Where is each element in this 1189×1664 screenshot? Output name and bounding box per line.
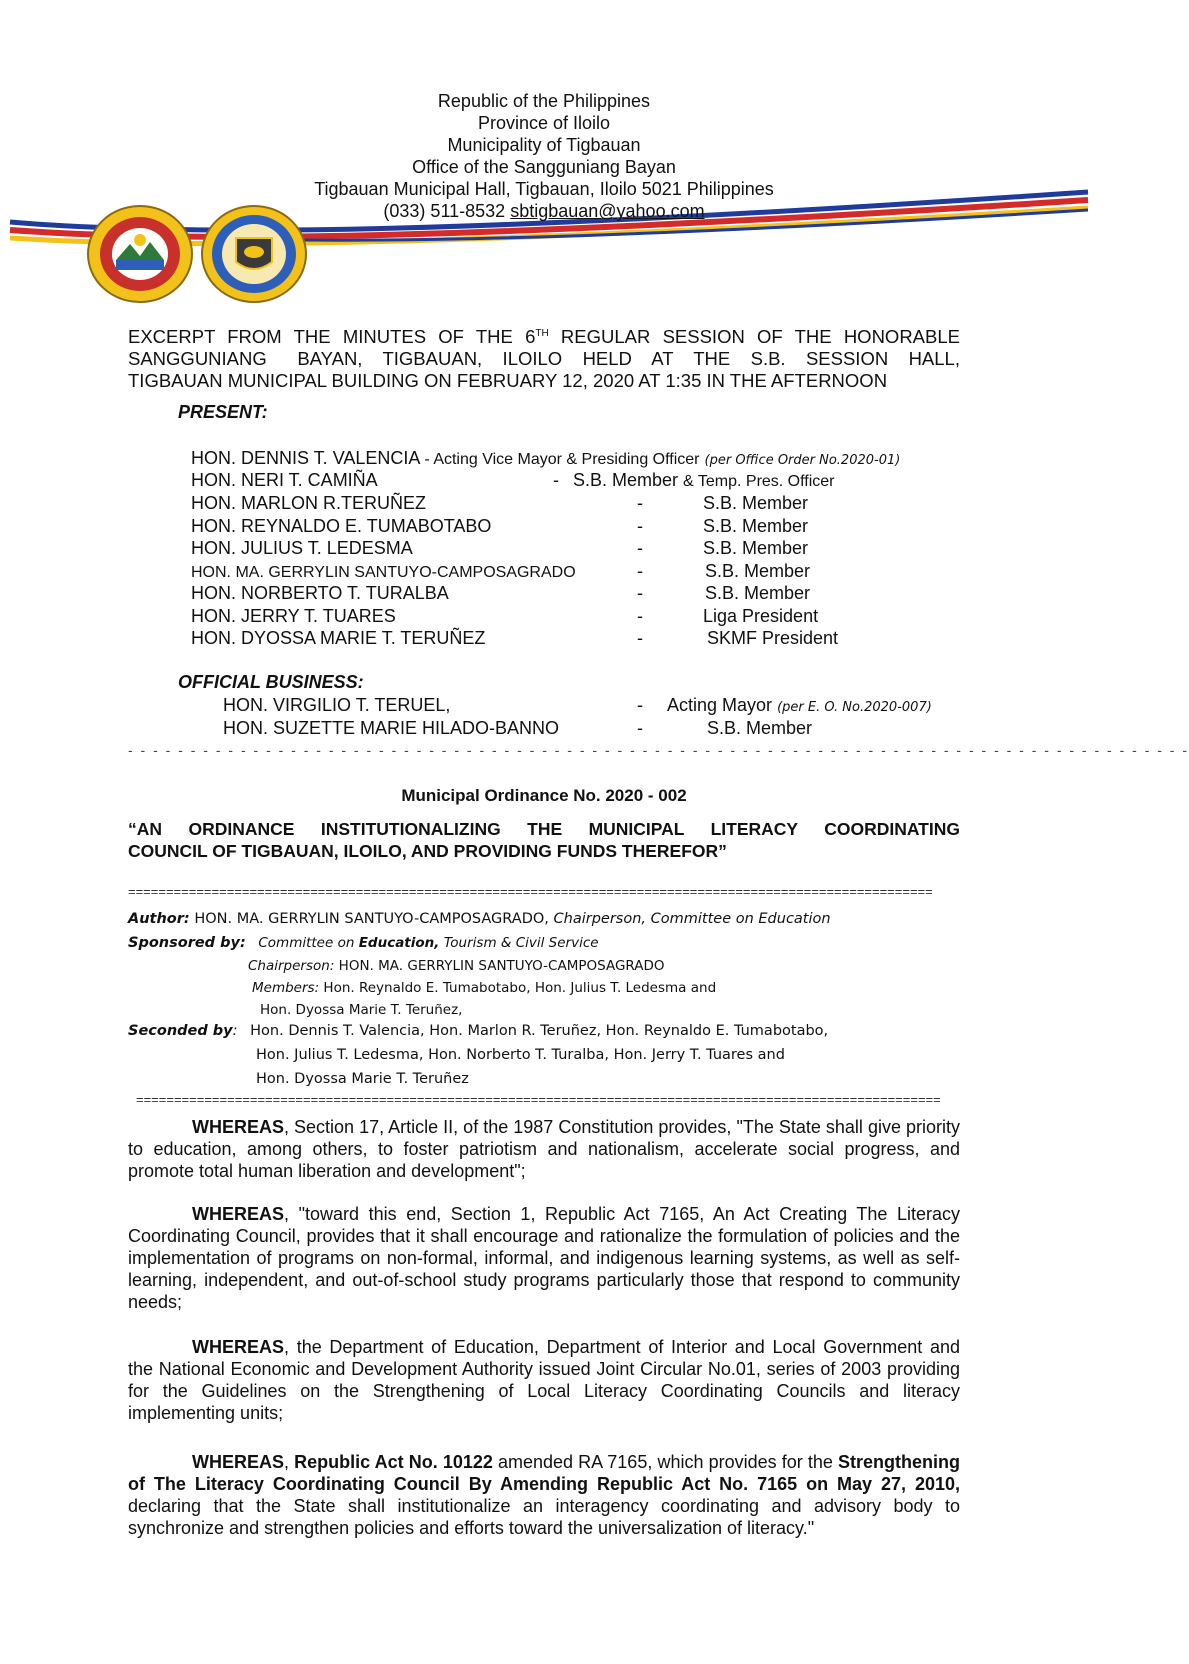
sangguniang-bayan-seal <box>200 204 308 304</box>
double-divider-top: ========================================================================================================== <box>128 884 933 899</box>
header-address: Tigbauan Municipal Hall, Tigbauan, Iloilo 5021 Philippines <box>314 179 774 199</box>
whereas-paragraph-2 <box>128 1203 960 1313</box>
member-name: HON. MARLON R.TERUÑEZ <box>191 493 427 513</box>
chair-name: HON. MA. GERRYLIN SANTUYO-CAMPOSAGRADO <box>334 958 665 974</box>
member-role: S.B. Member <box>707 718 813 738</box>
member-role: S.B. Member <box>703 516 809 536</box>
header-phone: (033) 511-8532 <box>383 201 506 221</box>
member-role: SKMF President <box>707 628 839 648</box>
member-name: HON. REYNALDO E. TUMABOTABO <box>191 516 492 536</box>
member-note: & Temp. Pres. Officer <box>683 473 835 490</box>
whereas-text: , "toward this end, Section 1, Republic Act 7165, An Act Creating The Literacy Coordinating Council, provides that it shall encourage and rationalize the formulation of policies and the implementation of programs on non-formal, informal, and indigenous learning systems, as well as self-learning, independent, and out-of-school study programs particularly those that respond to community needs; <box>128 1204 960 1312</box>
present-member-6 <box>191 560 871 584</box>
present-member-7 <box>191 582 871 604</box>
present-member-4 <box>191 515 871 537</box>
excerpt-line-3: TIGBAUAN MUNICIPAL BUILDING ON FEBRUARY 12, 2020 AT 1:35 IN THE AFTERNOON <box>128 370 888 391</box>
header-republic: Republic of the Philippines <box>437 91 651 111</box>
excerpt-ordinal-suffix: TH <box>535 327 549 339</box>
whereas-act-number: Republic Act No. 10122 <box>294 1452 493 1472</box>
header-municipality: Municipality of Tigbauan <box>447 135 641 155</box>
header-email-link[interactable]: sbtigbauan@yahoo.com <box>510 201 705 221</box>
present-label: PRESENT: <box>178 402 268 422</box>
header-office: Office of the Sangguniang Bayan <box>412 157 676 177</box>
whereas-paragraph-1 <box>128 1116 960 1182</box>
members-names: Hon. Reynaldo E. Tumabotabo, Hon. Julius T. Ledesma and <box>319 980 717 996</box>
present-member-8 <box>191 605 871 627</box>
member-note: (per E. O. No.2020-007) <box>777 700 932 715</box>
seconded-line-2: Hon. Julius T. Ledesma, Hon. Norberto T. Turalba, Hon. Jerry T. Tuares and <box>256 1047 785 1063</box>
sponsored-label: Sponsored by: <box>128 935 246 951</box>
member-name: HON. MA. GERRYLIN SANTUYO-CAMPOSAGRADO <box>191 564 576 581</box>
member-name: HON. DYOSSA MARIE T. TERUÑEZ <box>191 628 486 648</box>
header-province: Province of Iloilo <box>477 113 611 133</box>
whereas-text: declaring that the State shall institutionalize an interagency coordinating and advisory body to synchronize and strengthen policies and efforts toward the universalization of literacy." <box>128 1496 960 1538</box>
seconded-line-1 <box>128 1020 828 1042</box>
members-label: Members: <box>252 980 320 996</box>
member-role: S.B. Member <box>705 561 811 581</box>
member-sep: - <box>637 606 643 626</box>
present-member-3 <box>191 492 871 514</box>
whereas-paragraph-3 <box>128 1336 960 1424</box>
double-divider-bottom: ========================================================================================================== <box>136 1092 941 1107</box>
seconded-label: Seconded by <box>128 1023 233 1039</box>
whereas-lead: WHEREAS <box>192 1452 285 1472</box>
author-role: Chairperson, Committee on Education <box>553 911 831 927</box>
whereas-lead: WHEREAS <box>192 1117 285 1137</box>
author-name: HON. MA. GERRYLIN SANTUYO-CAMPOSAGRADO, <box>189 911 554 927</box>
member-sep: - <box>637 516 643 536</box>
sponsored-line <box>128 932 599 954</box>
present-member-9 <box>191 627 871 649</box>
author-label: Author: <box>128 911 190 927</box>
author-line <box>128 908 831 930</box>
member-name: HON. NERI T. CAMIÑA <box>191 470 378 490</box>
official-business-member-1 <box>223 694 943 716</box>
excerpt-line-2: SANGGUNIANG BAYAN, TIGBAUAN, ILOILO HELD AT THE S.B. SESSION HALL, <box>128 348 960 369</box>
member-note: (per Office Order No.2020-01) <box>704 453 901 468</box>
ordinance-number: Municipal Ordinance No. 2020 - 002 <box>401 786 687 805</box>
present-member-5 <box>191 537 871 559</box>
member-sep: - <box>637 583 643 603</box>
municipality-seal <box>86 204 194 304</box>
member-role: Acting Mayor <box>667 695 773 715</box>
seconded-line-3: Hon. Dyossa Marie T. Teruñez <box>256 1071 469 1087</box>
member-sep: - <box>637 718 643 738</box>
member-role: S.B. Member <box>703 493 809 513</box>
whereas-text: , the Department of Education, Department of Interior and Local Government and the National Economic and Development Authority issued Joint Circular No.01, series of 2003 providing for the Guidelines on the Strengthening of Local Literacy Coordinating Councils and literacy implementing units; <box>128 1337 960 1423</box>
member-role: S.B. Member <box>703 538 809 558</box>
dashed-divider: - - - - - - - - - - - - - - - - - - - - - - - - - - - - - - - - - - - - - - - - - - - - - - - - - - - - - - - - - - - - - - - - - - - - - - - - - - - - - - - - - - - - - <box>128 742 1189 758</box>
seconded-names-1: Hon. Dennis T. Valencia, Hon. Marlon R. Teruñez, Hon. Reynaldo E. Tumabotabo, <box>250 1023 829 1039</box>
member-sep: - <box>637 695 643 715</box>
members-line <box>252 977 716 999</box>
whereas-text: , Section 17, Article II, of the 1987 Constitution provides, "The State shall give priority to education, among others, to foster patriotism and nationalism, accelerate social progress, and promote total human liberation and development"; <box>128 1117 960 1181</box>
excerpt-line-1 <box>128 326 960 348</box>
excerpt-line-1-text: EXCERPT FROM THE MINUTES OF THE 6 <box>128 326 536 347</box>
excerpt-line-1-rest: REGULAR SESSION OF THE HONORABLE <box>548 326 960 347</box>
member-sep: - <box>637 538 643 558</box>
chairperson-line <box>248 955 665 977</box>
sponsored-post: Tourism & Civil Service <box>439 935 599 951</box>
sponsored-committee: Education, <box>358 935 440 951</box>
chair-label: Chairperson: <box>248 958 335 974</box>
present-member-1: HON. DENNIS T. VALENCIA - Acting Vice Mayor & Presiding Officer (per Office Order No.2020-01) <box>191 448 901 468</box>
official-business-member-2 <box>223 717 943 739</box>
member-role: Acting Vice Mayor & Presiding Officer <box>433 451 700 468</box>
member-role: S.B. Member <box>705 583 811 603</box>
ordinance-title-line-2: COUNCIL OF TIGBAUAN, ILOILO, AND PROVIDING FUNDS THEREFOR” <box>128 841 727 861</box>
member-sep: - <box>637 628 643 648</box>
whereas-act-title: Strengthening of The Literacy Coordinating Council By Amending Republic Act No. 7165 on May 27, 2010, <box>128 1452 960 1494</box>
present-member-2 <box>191 469 871 491</box>
member-name: HON. VIRGILIO T. TERUEL, <box>223 695 451 715</box>
whereas-lead: WHEREAS <box>192 1337 285 1357</box>
member-role: S.B. Member <box>573 470 679 490</box>
whereas-lead: WHEREAS <box>192 1204 285 1224</box>
official-business-label: OFFICIAL BUSINESS: <box>178 672 364 692</box>
member-role: Liga President <box>703 606 819 626</box>
whereas-text: amended RA 7165, which provides for the <box>492 1452 838 1472</box>
whereas-text: , <box>284 1452 295 1472</box>
member-name: HON. SUZETTE MARIE HILADO-BANNO <box>223 718 560 738</box>
seconded-colon: : <box>232 1023 238 1039</box>
member-sep: - <box>637 493 643 513</box>
members-line-2: Hon. Dyossa Marie T. Teruñez, <box>260 1002 463 1018</box>
sponsored-pre: Committee on <box>258 935 359 951</box>
member-name: HON. DENNIS T. VALENCIA <box>191 448 420 468</box>
member-name: HON. JULIUS T. LEDESMA <box>191 538 413 558</box>
ordinance-title-line-1: “AN ORDINANCE INSTITUTIONALIZING THE MUNICIPAL LITERACY COORDINATING <box>128 819 960 839</box>
member-sep: - <box>553 470 559 490</box>
member-name: HON. NORBERTO T. TURALBA <box>191 583 449 603</box>
member-sep: - <box>637 561 643 581</box>
member-name: HON. JERRY T. TUARES <box>191 606 396 626</box>
whereas-paragraph-4 <box>128 1451 960 1539</box>
